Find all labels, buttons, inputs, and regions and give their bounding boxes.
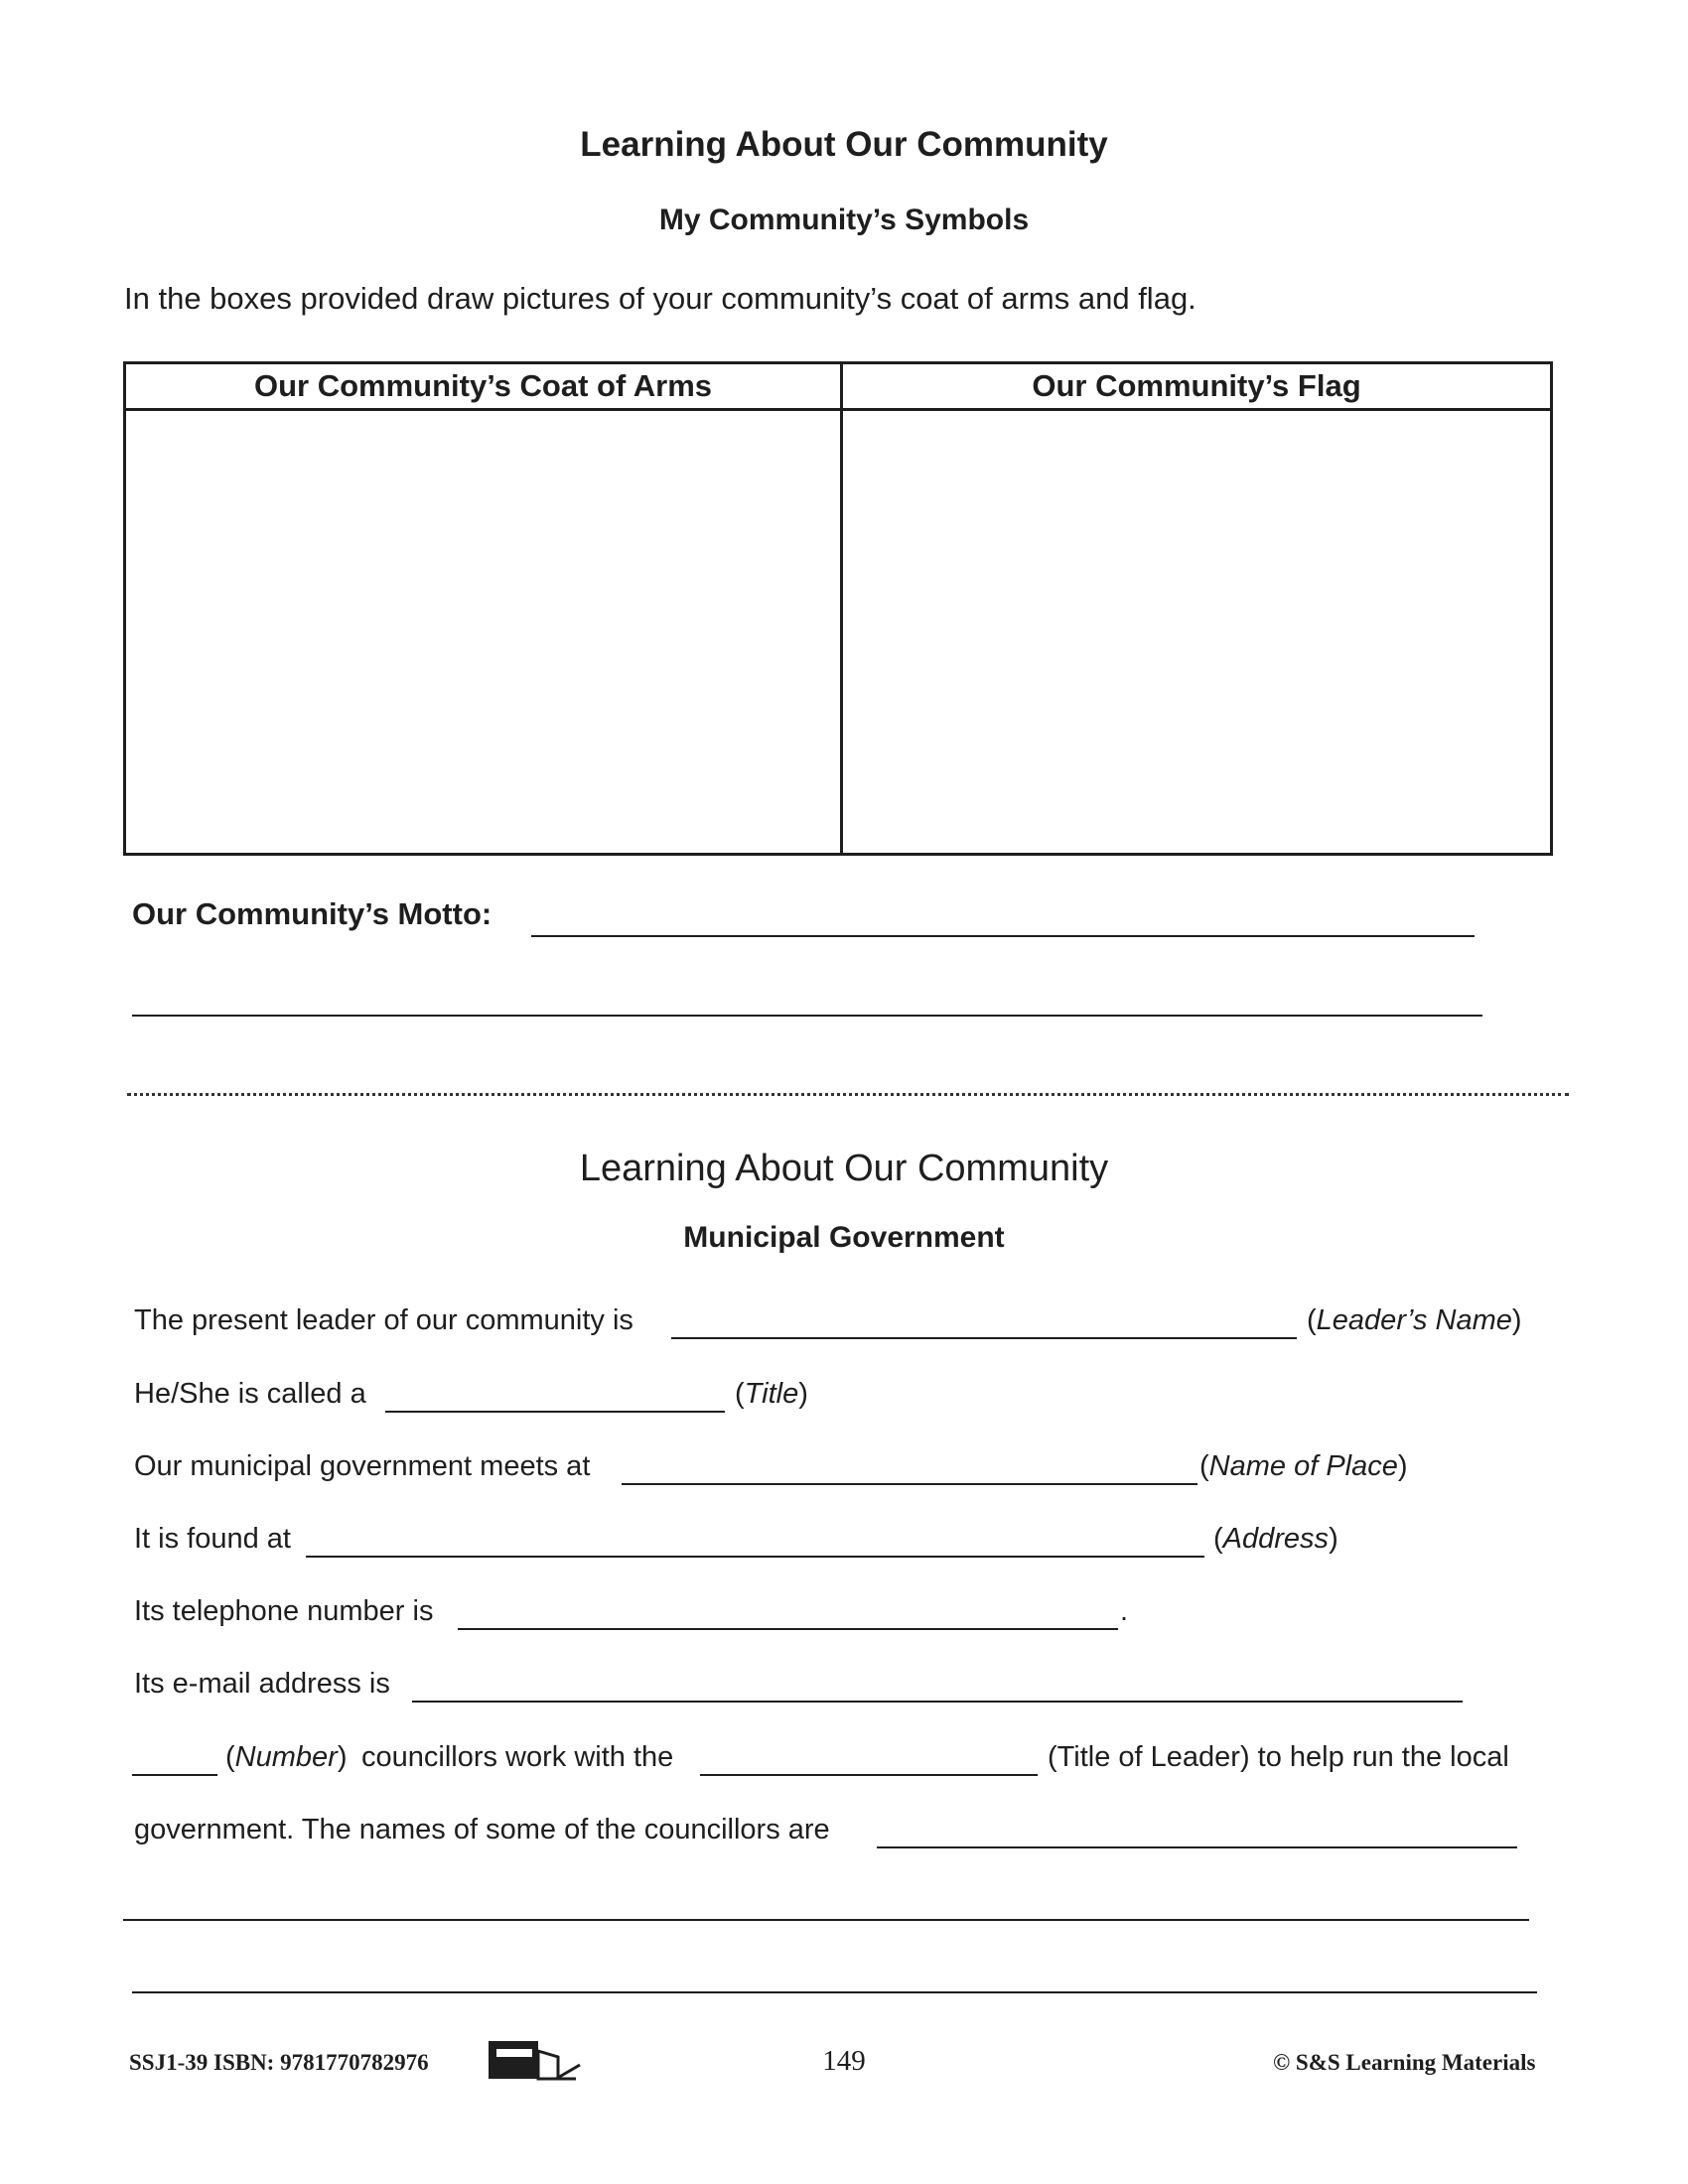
section1-subtitle: My Community’s Symbols bbox=[658, 204, 1030, 236]
councillors-suffix: (Title of Leader) to help run the local bbox=[1048, 1741, 1509, 1773]
motto-label: Our Community’s Motto: bbox=[132, 896, 492, 931]
names-prompt: government. The names of some of the councillors are bbox=[134, 1814, 830, 1845]
instruction-text: In the boxes provided draw pictures of your community’s coat of arms and flag. bbox=[124, 281, 1196, 316]
names-answer-line-2[interactable] bbox=[123, 1919, 1529, 1921]
coat-of-arms-drawing-box[interactable] bbox=[126, 411, 840, 853]
footer-copyright: © S&S Learning Materials bbox=[1273, 2050, 1536, 2075]
leader-title-line[interactable] bbox=[700, 1774, 1038, 1776]
address-answer-line[interactable] bbox=[306, 1556, 1204, 1558]
names-answer-line-1[interactable] bbox=[877, 1846, 1517, 1848]
leader-prompt: The present leader of our community is bbox=[134, 1304, 633, 1336]
coat-of-arms-header: Our Community’s Coat of Arms bbox=[253, 368, 713, 403]
title-prompt: He/She is called a bbox=[134, 1378, 366, 1410]
place-prompt: Our municipal government meets at bbox=[134, 1450, 591, 1482]
page-number: 149 bbox=[822, 2045, 866, 2077]
email-prompt: Its e-mail address is bbox=[134, 1668, 390, 1700]
email-answer-line[interactable] bbox=[412, 1701, 1463, 1703]
flag-drawing-box[interactable] bbox=[843, 411, 1550, 853]
section-divider bbox=[127, 1093, 1569, 1096]
footer-isbn: SSJ1-39 ISBN: 9781770782976 bbox=[129, 2050, 429, 2075]
title-answer-line[interactable] bbox=[385, 1411, 725, 1413]
symbols-table bbox=[123, 361, 1553, 856]
leader-answer-line[interactable] bbox=[671, 1337, 1297, 1339]
councillor-count-line[interactable] bbox=[132, 1774, 217, 1776]
section1-title: Learning About Our Community bbox=[580, 125, 1108, 164]
councillors-prompt: councillors work with the bbox=[361, 1741, 674, 1773]
phone-prompt: Its telephone number is bbox=[134, 1595, 434, 1627]
phone-answer-line[interactable] bbox=[458, 1628, 1118, 1630]
section2-subtitle: Municipal Government bbox=[683, 1221, 1005, 1254]
flag-header: Our Community’s Flag bbox=[1032, 368, 1361, 403]
address-prompt: It is found at bbox=[134, 1523, 291, 1555]
place-hint: (Name of Place) bbox=[1199, 1450, 1408, 1482]
phone-suffix: . bbox=[1120, 1595, 1129, 1627]
title-hint: (Title) bbox=[735, 1378, 808, 1410]
motto-answer-line-2[interactable] bbox=[132, 1015, 1482, 1017]
motto-answer-line-1[interactable] bbox=[531, 935, 1475, 937]
section2-title: Learning About Our Community bbox=[579, 1148, 1109, 1189]
place-answer-line[interactable] bbox=[622, 1483, 1197, 1485]
leader-hint: (Leader’s Name) bbox=[1307, 1304, 1522, 1336]
councillor-count-hint: (Number) bbox=[225, 1741, 348, 1773]
address-hint: (Address) bbox=[1213, 1523, 1338, 1555]
names-answer-line-3[interactable] bbox=[132, 1991, 1537, 1993]
